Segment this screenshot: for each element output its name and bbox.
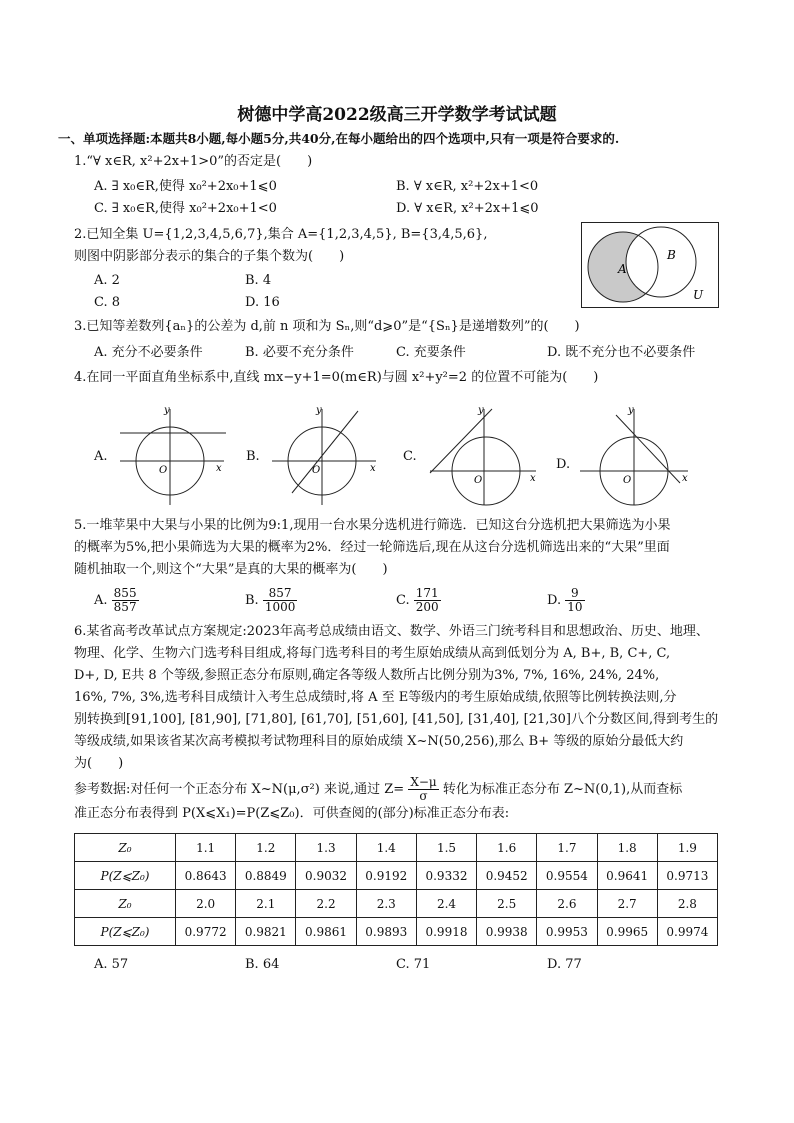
- table-cell: 0.9938: [477, 918, 537, 946]
- q4-option-c-label: C.: [403, 449, 417, 464]
- table-cell: 0.9772: [176, 918, 236, 946]
- y-label: y: [164, 405, 170, 416]
- table-cell: 0.9893: [356, 918, 416, 946]
- table-cell: 2.3: [356, 890, 416, 918]
- denominator: σ: [419, 789, 428, 804]
- table-cell: 1.7: [537, 834, 597, 862]
- y-label: y: [478, 405, 484, 416]
- q2-line2: 则图中阴影部分表示的集合的子集个数为( ): [74, 249, 345, 264]
- denominator: 200: [415, 600, 439, 615]
- option-label: A.: [94, 593, 108, 609]
- x-label: x: [530, 473, 536, 484]
- denominator: 10: [567, 600, 583, 615]
- q4-option-b-label: B.: [246, 449, 260, 464]
- origin-label: O: [474, 475, 483, 486]
- numerator: X−μ: [410, 775, 437, 789]
- table-cell: 1.5: [416, 834, 476, 862]
- table-cell: 0.9953: [537, 918, 597, 946]
- q5-option-d: [547, 587, 585, 614]
- line: [430, 409, 492, 473]
- q3-option-c: C. 充要条件: [396, 345, 466, 360]
- q6-option-d: D. 77: [547, 957, 582, 972]
- q5-line3: 随机抽取一个,则这个“大果”是真的大果的概率为( ): [74, 562, 388, 577]
- table-cell: 2.5: [477, 890, 537, 918]
- table-cell: 2.1: [236, 890, 296, 918]
- q4-stem: 4.在同一平面直角坐标系中,直线 mx−y+1=0(m∈R)与圆 x²+y²=2 的位置不可能为( ): [74, 370, 599, 385]
- q6-line4: 16%, 7%, 3%,选考科目成绩计入考生总成绩时,将 A 至 E等级内的考生原始成绩,依照等比例转换法则,分: [74, 690, 677, 705]
- table-row: [75, 890, 718, 918]
- table-cell: 1.1: [176, 834, 236, 862]
- reference-text: 参考数据:对任何一个正态分布 X~N(μ,σ²) 来说,通过 Z=: [74, 782, 405, 798]
- table-cell: 2.8: [657, 890, 717, 918]
- fraction: [414, 587, 441, 614]
- q6-reference-line1: [74, 776, 682, 803]
- table-cell: 1.4: [356, 834, 416, 862]
- table-cell: 1.9: [657, 834, 717, 862]
- q1-option-c: C. ∃ x₀∈R,使得 x₀²+2x₀+1<0: [94, 201, 277, 216]
- numerator: 855: [113, 586, 137, 600]
- option-label: B.: [245, 593, 259, 609]
- denominator: 857: [113, 600, 137, 615]
- origin-label: O: [312, 465, 321, 476]
- q4-graph-b: [270, 403, 382, 507]
- table-cell: 1.8: [597, 834, 657, 862]
- option-label: C.: [396, 593, 410, 609]
- table-cell: 0.9332: [416, 862, 476, 890]
- numerator: 9: [565, 587, 584, 601]
- q5-line2: 的概率为5%,把小果筛选为大果的概率为2%．经过一轮筛选后,现在从这台分选机筛选出来的“大果”里面: [74, 540, 670, 555]
- section-heading: 一、单项选择题:本题共8小题,每小题5分,共40分,在每小题给出的四个选项中,只有一项是符合要求的.: [58, 131, 620, 146]
- page-title: 树德中学高2022级高三开学数学考试试题: [237, 105, 557, 125]
- numerator: 857: [263, 587, 298, 601]
- q5-option-c: [396, 587, 441, 614]
- q1-stem: 1.“∀ x∈R, x²+2x+1>0”的否定是( ): [74, 154, 313, 169]
- q5-line1: 5.一堆苹果中大果与小果的比例为9:1,现用一台水果分选机进行筛选．已知这台分选机把大果筛选为小果: [74, 518, 671, 533]
- table-cell: 0.9554: [537, 862, 597, 890]
- q6-option-b: B. 64: [245, 957, 280, 972]
- q5-option-a: [94, 587, 139, 614]
- fraction: [565, 587, 584, 614]
- q1-option-b: B. ∀ x∈R, x²+2x+1<0: [396, 179, 539, 194]
- table-cell: 0.9821: [236, 918, 296, 946]
- q3-option-d: D. 既不充分也不必要条件: [547, 345, 696, 360]
- q5-option-b: [245, 587, 297, 614]
- x-label: x: [216, 463, 222, 474]
- set-a-label: A: [618, 262, 627, 276]
- numerator: 171: [415, 586, 439, 600]
- table-cell: 1.3: [296, 834, 356, 862]
- table-cell: 2.4: [416, 890, 476, 918]
- fraction: [263, 587, 298, 614]
- table-cell: 2.6: [537, 890, 597, 918]
- q6-line7: 为( ): [74, 756, 124, 771]
- universal-label: U: [693, 288, 704, 302]
- normal-distribution-table: [74, 833, 718, 946]
- table-header: Z₀: [75, 890, 176, 918]
- table-cell: 0.9965: [597, 918, 657, 946]
- table-cell: 2.0: [176, 890, 236, 918]
- q4-graph-c: [426, 403, 546, 507]
- fraction: [112, 587, 139, 614]
- table-cell: 1.2: [236, 834, 296, 862]
- origin-label: O: [623, 475, 632, 486]
- q6-reference-line2: 准正态分布表得到 P(X⩽X₁)=P(Z⩽Z₀)．可供查阅的(部分)标准正态分布表:: [74, 806, 510, 821]
- table-header: P(Z⩽Z₀): [75, 862, 176, 890]
- set-b-label: B: [667, 248, 676, 262]
- table-row: [75, 918, 718, 946]
- q6-line2: 物理、化学、生物六门选考科目组成,将每门选考科目的考生原始成绩从高到低划分为 A, B+, B, C+, C,: [74, 646, 671, 661]
- table-row: [75, 862, 718, 890]
- q3-option-b: B. 必要不充分条件: [245, 345, 354, 360]
- venn-diagram: [581, 222, 719, 308]
- q4-graph-d: [576, 403, 696, 507]
- q3-stem: 3.已知等差数列{aₙ}的公差为 d,前 n 项和为 Sₙ,则“d⩾0”是“{Sₙ}是递增数列”的( ): [74, 319, 580, 334]
- q3-option-a: A. 充分不必要条件: [94, 345, 203, 360]
- line: [616, 415, 680, 483]
- line: [292, 411, 358, 493]
- table-cell: 0.9192: [356, 862, 416, 890]
- table-cell: 0.9032: [296, 862, 356, 890]
- table-cell: 0.9713: [657, 862, 717, 890]
- q6-option-c: C. 71: [396, 957, 431, 972]
- table-cell: 0.8643: [176, 862, 236, 890]
- table-cell: 2.7: [597, 890, 657, 918]
- table-header: P(Z⩽Z₀): [75, 918, 176, 946]
- table-cell: 1.6: [477, 834, 537, 862]
- table-header: Z₀: [75, 834, 176, 862]
- q2-option-a: A. 2: [94, 273, 120, 288]
- z-formula-fraction: [408, 776, 438, 803]
- q6-line5: 别转换到[91,100], [81,90], [71,80], [61,70], [51,60], [41,50], [31,40], [21,30]八个分数区间,得到考生的: [74, 712, 719, 727]
- reference-text: 转化为标准正态分布 Z~N(0,1),从而查标: [442, 782, 683, 798]
- q6-line3: D+, D, E共 8 个等级,参照正态分布原则,确定各等级人数所占比例分别为3%, 7%, 16%, 24%, 24%,: [74, 668, 660, 683]
- q4-option-a-label: A.: [94, 449, 108, 464]
- origin-label: O: [159, 465, 168, 476]
- table-cell: 2.2: [296, 890, 356, 918]
- q6-line1: 6.某省高考改革试点方案规定:2023年高考总成绩由语文、数学、外语三门统考科目和思想政治、历史、地理、: [74, 624, 709, 639]
- q4-graph-a: [118, 403, 230, 507]
- y-label: y: [316, 405, 322, 416]
- y-label: y: [628, 405, 634, 416]
- denominator: 1000: [264, 600, 296, 615]
- option-label: D.: [547, 593, 562, 609]
- table-cell: 0.9641: [597, 862, 657, 890]
- q6-option-a: A. 57: [94, 957, 129, 972]
- q6-line6: 等级成绩,如果该省某次高考模拟考试物理科目的原始成绩 X~N(50,256),那么 B+ 等级的原始分最低大约: [74, 734, 684, 749]
- table-cell: 0.9861: [296, 918, 356, 946]
- table-cell: 0.9974: [657, 918, 717, 946]
- table-cell: 0.8849: [236, 862, 296, 890]
- table-cell: 0.9452: [477, 862, 537, 890]
- q2-option-b: B. 4: [245, 273, 272, 288]
- q4-option-d-label: D.: [556, 457, 571, 472]
- q1-option-d: D. ∀ x∈R, x²+2x+1⩽0: [396, 201, 539, 216]
- table-row: [75, 834, 718, 862]
- table-cell: 0.9918: [416, 918, 476, 946]
- q1-option-a: A. ∃ x₀∈R,使得 x₀²+2x₀+1⩽0: [94, 179, 277, 194]
- q2-option-c: C. 8: [94, 295, 121, 310]
- q2-line1: 2.已知全集 U={1,2,3,4,5,6,7},集合 A={1,2,3,4,5}, B={3,4,5,6},: [74, 227, 488, 242]
- x-label: x: [682, 473, 688, 484]
- q2-option-d: D. 16: [245, 295, 280, 310]
- x-label: x: [370, 463, 376, 474]
